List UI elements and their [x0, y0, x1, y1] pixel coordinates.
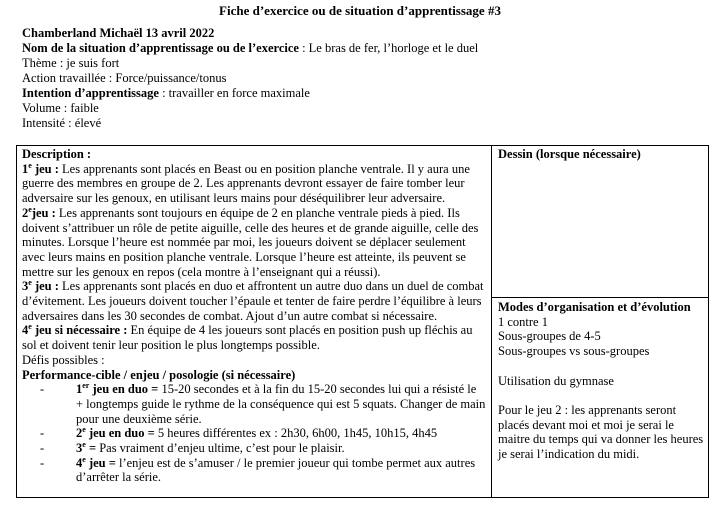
dash-bullet: - — [40, 455, 45, 470]
jeu-1: 1e jeu : Les apprenants sont placés en Beast ou en position planche ventrale. Il y aura une guerre des membres en groupe de 2. Les apprenants devront essayer de faire tomber leur adversaire sur les genoux, en utilisant leurs mains pour déséquilibrer leur adversaire. — [22, 160, 470, 206]
theme-line: Thème : je suis fort — [22, 56, 120, 70]
performance-heading: Performance-cible / enjeu / posologie (si nécessaire) — [22, 367, 296, 382]
intention-line: Intention d’apprentissage : travailler en force maximale — [22, 86, 310, 100]
drawing-cell — [498, 147, 704, 162]
intensity-line: Intensité : élevé — [22, 116, 102, 130]
modes-cell — [498, 300, 704, 462]
dash-bullet: - — [40, 426, 45, 441]
header-block — [22, 26, 712, 131]
situation-name: Nom de la situation d’apprentissage ou de l’exercice : Le bras de fer, l’horloge et le duel — [22, 41, 479, 55]
defis-line: Défis possibles : — [22, 352, 105, 367]
list-item: - 2e jeu en duo = 5 heures différentes ex : 2h30, 6h00, 1h45, 10h15, 4h45 — [40, 425, 438, 441]
volume-line: Volume : faible — [22, 101, 99, 115]
jeu-2: 2ejeu : Les apprenants sont toujours en équipe de 2 en planche ventrale pieds à pied. Ils doivent s’attribuer un rôle de petite aiguille, celle des heures et de grande aiguille, celle des minutes. Lorsque l’heure est nommée par moi, les joueurs doivent se déplacer seulement avec leurs mains en position planche ventrale. Lorsque l’heure est atteinte, ils peuvent se mettre sur les genoux en repos (cela montre à l’enseignant qui a réussi). — [22, 204, 479, 279]
description-heading: Description : — [22, 147, 92, 161]
jeu-4: 4e jeu si nécessaire : En équipe de 4 les joueurs sont placés en position push up fléchis au sol et doivent tenir leur position le plus longtemps possible. — [22, 322, 473, 353]
drawing-heading: Dessin (lorsque nécessaire) — [498, 147, 641, 161]
page-title: Fiche d’exercice ou de situation d’apprentissage #3 — [219, 3, 501, 18]
author-date: Chamberland Michaël 13 avril 2022 — [22, 26, 215, 40]
description-cell — [22, 147, 486, 485]
spacer — [498, 388, 704, 403]
modes-heading: Modes d’organisation et d’évolution — [498, 300, 691, 314]
performance-list — [22, 382, 486, 485]
modes-line-2: Sous-groupes de 4-5 — [498, 329, 601, 344]
jeu-3: 3e jeu : Les apprenants sont placés en duo et affrontent un autre duo dans un duel de combat d’évitement. Les joueurs doivent toucher l’épaule et tenter de faire perdre l’équilibre à leurs adversaires dans les 30 secondes de combat. Ajout d’un autre combat si nécessaire. — [22, 278, 484, 323]
modes-line-1: 1 contre 1 — [498, 314, 548, 329]
action-line: Action travaillée : Force/puissance/tonus — [22, 71, 227, 85]
modes-line-4: Utilisation du gymnase — [498, 373, 614, 388]
dash-bullet: - — [40, 382, 45, 397]
list-item: - 4e jeu = l’enjeu est de s’amuser / le premier joueur qui tombe permet aux autres d’arrêter la série. — [40, 454, 476, 485]
modes-line-5: Pour le jeu 2 : les apprenants seront placés devant moi et moi je serai le maitre du temps qui va donner les heures je serai l’indication du midi. — [498, 402, 704, 461]
list-item: - $3^e$ = Pas vraiment d’enjeu ultime, c’est pour le plaisir. — [40, 439, 345, 456]
list-item: - 1er jeu en duo = 15-20 secondes et à la fin du 15-20 secondes lui qui a résisté le + longtemps guide le rythme de la conséquence qui est 5 squats. Changer de main pour une deuxième série. — [40, 381, 486, 426]
dash-bullet: - — [40, 441, 45, 456]
modes-line-3: Sous-groupes vs sous-groupes — [498, 344, 650, 359]
table-column-divider — [491, 145, 492, 498]
table-row-divider — [491, 297, 709, 298]
spacer — [498, 359, 704, 374]
